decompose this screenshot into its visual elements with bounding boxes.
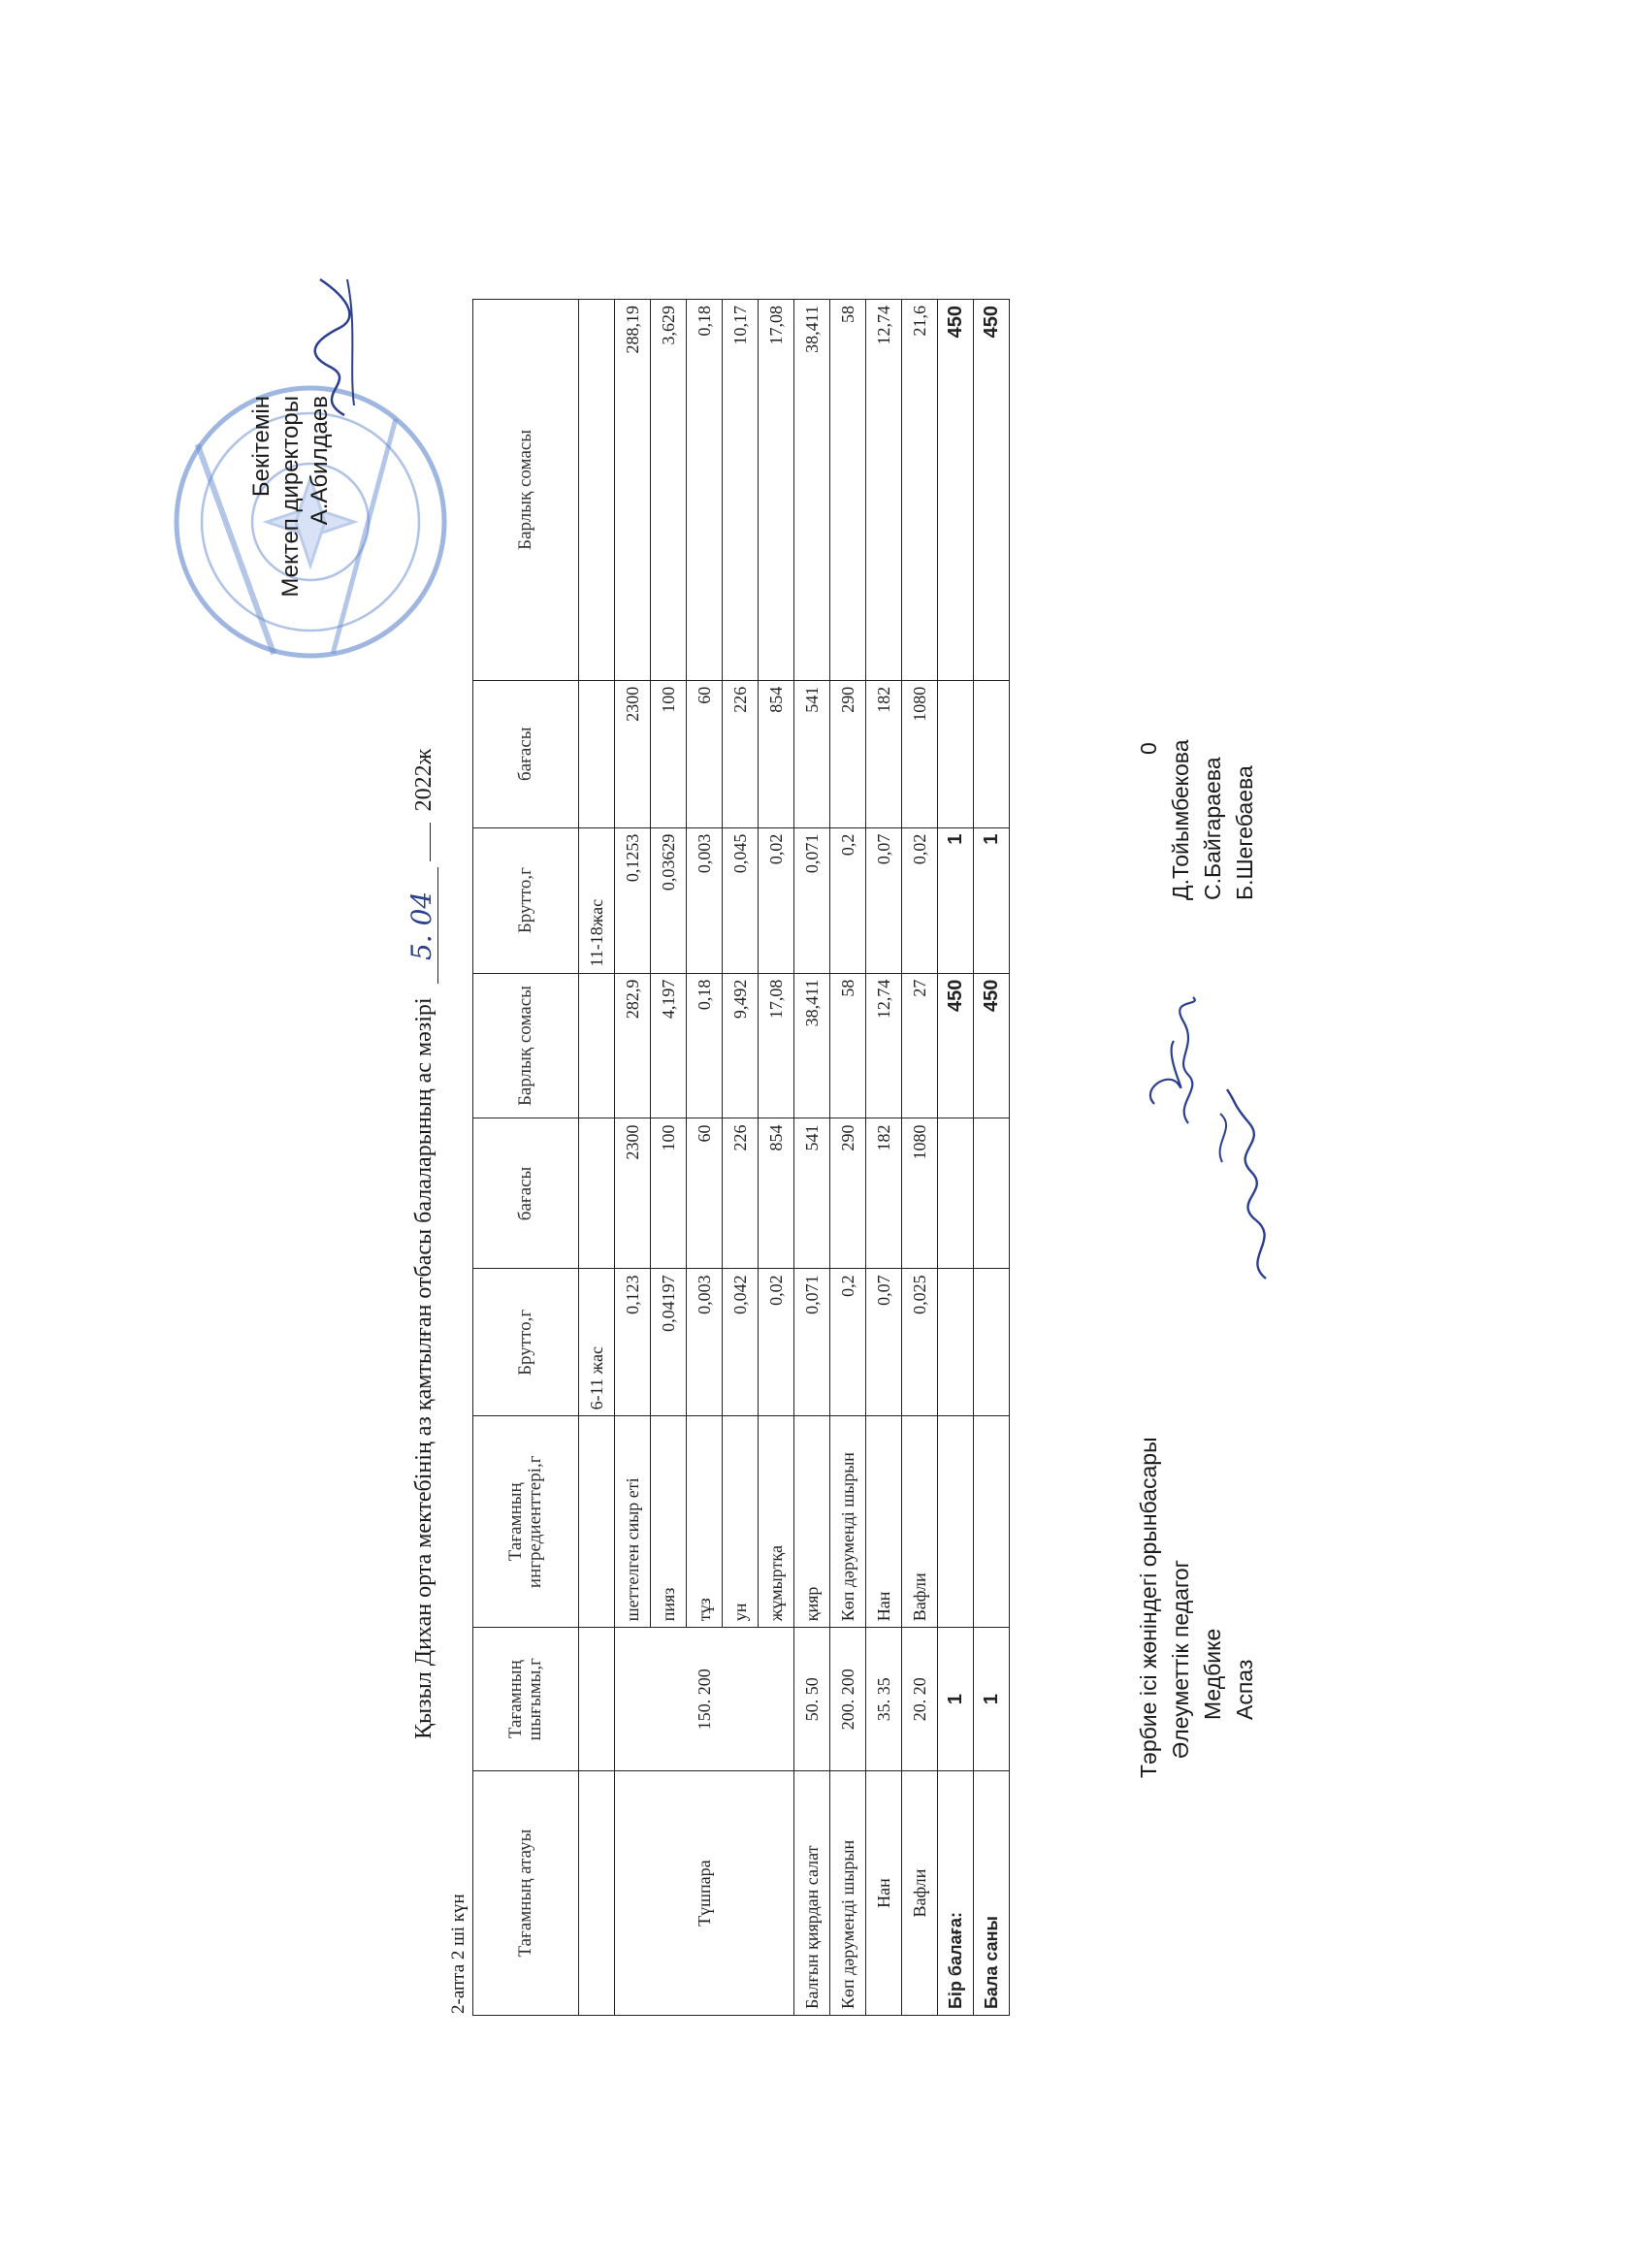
per-child-row — [938, 300, 974, 2016]
brutto-2: 0,02 — [902, 827, 938, 973]
director-signature — [301, 270, 369, 425]
ingredient: жұмыртқа — [759, 1416, 794, 1628]
price-2: 60 — [687, 680, 723, 827]
header-price-2: бағасы — [473, 680, 579, 827]
total-1: 38,411 — [794, 973, 830, 1118]
ingredient: Көп дәруменді шырын — [830, 1416, 866, 1628]
menu-table — [472, 299, 1010, 2016]
dish-yield: 20. 20 — [902, 1628, 938, 1771]
staff-name: С.Байгараева — [1200, 757, 1225, 900]
dish-name: Көп дәруменді шырын — [830, 1771, 866, 2016]
children-count: 1 — [974, 1628, 1010, 1771]
per-child-total-1: 450 — [938, 973, 974, 1118]
ingredient: қияр — [794, 1416, 830, 1628]
total-1: 4,197 — [651, 973, 687, 1118]
staff-role: Тәрбие ісі жөніндегі орынбасары — [1136, 1437, 1161, 1778]
brutto-1: 0,042 — [723, 1269, 759, 1416]
dish-name: Балғын қиярдан салат — [794, 1771, 830, 2016]
total-1: 58 — [830, 973, 866, 1118]
price-1: 854 — [759, 1118, 794, 1269]
table-row — [615, 300, 651, 2016]
date-handwritten: 5. 04 — [405, 867, 438, 984]
header-ingredients: Тағамның ингредиенттері,г — [473, 1416, 579, 1628]
table-row — [866, 300, 902, 2016]
price-2: 1080 — [902, 680, 938, 827]
brutto-2: 0,045 — [723, 827, 759, 973]
price-1: 290 — [830, 1118, 866, 1269]
price-2: 182 — [866, 680, 902, 827]
price-2: 2300 — [615, 680, 651, 827]
price-1: 60 — [687, 1118, 723, 1269]
dish-yield: 50. 50 — [794, 1628, 830, 1771]
per-child-label: Бір балаға: — [938, 1771, 974, 2016]
staff-role: Аспаз — [1232, 1659, 1257, 1720]
ingredient: ун — [723, 1416, 759, 1628]
children-total-1: 450 — [974, 973, 1010, 1118]
director-name: А.Абилдаев — [307, 396, 333, 526]
staff-role: Медбике — [1200, 1628, 1225, 1720]
price-1: 2300 — [615, 1118, 651, 1269]
per-child-total-2: 450 — [938, 300, 974, 681]
dish-yield: 200. 200 — [830, 1628, 866, 1771]
date-blank — [430, 823, 431, 861]
children-label: Бала саны — [974, 1771, 1010, 2016]
price-2: 854 — [759, 680, 794, 827]
age-group-1: 6-11 жас — [579, 1269, 615, 1416]
brutto-1: 0,04197 — [651, 1269, 687, 1416]
brutto-2: 0,1253 — [615, 827, 651, 973]
menu-title: Қызыл Дихан орта мектебінің аз қамтылған отбасы балаларының ас мәзірі — [411, 997, 436, 1739]
price-1: 226 — [723, 1118, 759, 1269]
price-1: 100 — [651, 1118, 687, 1269]
director-role: Мектеп директоры — [277, 396, 304, 598]
total-2: 21,6 — [902, 300, 938, 681]
zero-mark: 0 — [1136, 742, 1161, 755]
menu-title-line — [405, 749, 438, 1739]
price-1: 1080 — [902, 1118, 938, 1269]
header-price-1: бағасы — [473, 1118, 579, 1269]
week-day-label: 2-апта 2 ші күн — [448, 1894, 469, 2014]
brutto-2: 0,03629 — [651, 827, 687, 973]
total-1: 17,08 — [759, 973, 794, 1118]
header-total-1: Барлық сомасы — [473, 973, 579, 1118]
brutto-1: 0,2 — [830, 1269, 866, 1416]
dish-yield: 35. 35 — [866, 1628, 902, 1771]
per-child-count: 1 — [938, 1628, 974, 1771]
age-group-2: 11-18жас — [579, 827, 615, 973]
header-brutto-1: Брутто,г — [473, 1269, 579, 1416]
staff-name: Д.Тойымбекова — [1168, 739, 1193, 900]
ingredient: Нан — [866, 1416, 902, 1628]
ingredient: пияз — [651, 1416, 687, 1628]
price-2: 100 — [651, 680, 687, 827]
brutto-1: 0,003 — [687, 1269, 723, 1416]
total-1: 9,492 — [723, 973, 759, 1118]
brutto-2: 0,02 — [759, 827, 794, 973]
brutto-1: 0,025 — [902, 1269, 938, 1416]
staff-role: Әлеуметтік педагог — [1168, 1560, 1193, 1759]
age-group-row — [579, 300, 615, 2016]
header-brutto-2: Брутто,г — [473, 827, 579, 973]
price-1: 541 — [794, 1118, 830, 1269]
total-2: 10,17 — [723, 300, 759, 681]
total-2: 288,19 — [615, 300, 651, 681]
ingredient: шеттелген сиыр еті — [615, 1416, 651, 1628]
staff-name: Б.Шегебаева — [1232, 765, 1257, 900]
staff-names — [1133, 739, 1261, 900]
children-count-2: 1 — [974, 827, 1010, 973]
price-2: 290 — [830, 680, 866, 827]
total-1: 0,18 — [687, 973, 723, 1118]
dish-name: Түшпара — [615, 1771, 794, 2016]
staff-roles — [1133, 1437, 1261, 1778]
total-2: 3,629 — [651, 300, 687, 681]
brutto-2: 0,003 — [687, 827, 723, 973]
date-year: 2022ж — [411, 748, 436, 812]
brutto-2: 0,2 — [830, 827, 866, 973]
price-2: 226 — [723, 680, 759, 827]
total-1: 12,74 — [866, 973, 902, 1118]
table-row — [830, 300, 866, 2016]
total-2: 38,411 — [794, 300, 830, 681]
brutto-1: 0,123 — [615, 1269, 651, 1416]
table-row — [902, 300, 938, 2016]
header-dish-yield: Тағамның шығымы,г — [473, 1628, 579, 1771]
per-child-count-2: 1 — [938, 827, 974, 973]
dish-name: Вафли — [902, 1771, 938, 2016]
brutto-2: 0,07 — [866, 827, 902, 973]
total-2: 17,08 — [759, 300, 794, 681]
brutto-2: 0,071 — [794, 827, 830, 973]
approval-block — [247, 396, 335, 638]
header-total-2: Барлық сомасы — [473, 300, 579, 681]
price-2: 541 — [794, 680, 830, 827]
table-header-row — [473, 300, 579, 2016]
total-2: 58 — [830, 300, 866, 681]
ingredient: тұз — [687, 1416, 723, 1628]
ingredient: Вафли — [902, 1416, 938, 1628]
brutto-1: 0,02 — [759, 1269, 794, 1416]
brutto-1: 0,07 — [866, 1269, 902, 1416]
brutto-1: 0,071 — [794, 1269, 830, 1416]
header-dish-name: Тағамның атауы — [473, 1771, 579, 2016]
children-count-row — [974, 300, 1010, 2016]
total-2: 12,74 — [866, 300, 902, 681]
approve-title: Бекітемін — [248, 396, 275, 498]
children-total-2: 450 — [974, 300, 1010, 681]
dish-name: Нан — [866, 1771, 902, 2016]
dish-yield: 150. 200 — [615, 1628, 794, 1771]
total-2: 0,18 — [687, 300, 723, 681]
price-1: 182 — [866, 1118, 902, 1269]
table-row — [794, 300, 830, 2016]
total-1: 27 — [902, 973, 938, 1118]
total-1: 282,9 — [615, 973, 651, 1118]
staff-signatures — [1145, 978, 1290, 1298]
